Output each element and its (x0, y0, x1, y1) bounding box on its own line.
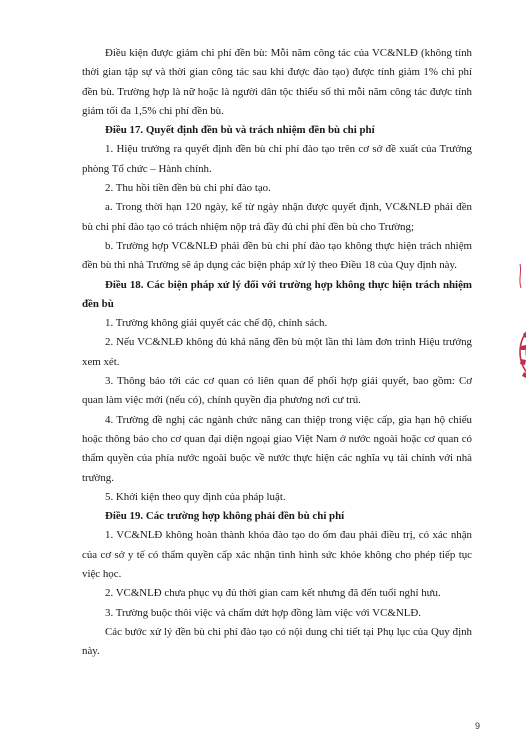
article-17-heading: Điều 17. Quyết định đền bù và trách nhiệm đền bù chi phí (105, 124, 375, 137)
article-17-item-1: 1. Hiệu trưởng ra quyết định đền bù chi phí đào tạo trên cơ sở đề xuất của Trưởng phòng Tổ chức – Hành chính. (82, 143, 472, 175)
document-body (82, 44, 472, 662)
article-18-item-5: 5. Khởi kiện theo quy định của pháp luật. (105, 490, 286, 503)
article-17-item-2: 2. Thu hồi tiền đền bù chi phí đào tạo. (105, 182, 271, 195)
page-number: 9 (474, 721, 480, 731)
article-18-item-1: 1. Trường không giải quyết các chế độ, chính sách. (105, 317, 328, 330)
red-seal-stamp (506, 262, 526, 422)
article-19-item-2: 2. VC&NLĐ chưa phục vụ đủ thời gian cam kết nhưng đã đến tuổi nghỉ hưu. (105, 587, 441, 600)
seal-icon (506, 262, 526, 422)
article-17-item-2a: a. Trong thời hạn 120 ngày, kể từ ngày nhận được quyết định, VC&NLĐ phải đền bù chi phí đào tạo có trách nhiệm nộp trả đầy đủ chi phí đền bù cho Trường; (82, 201, 472, 233)
article-18-heading: Điều 18. Các biện pháp xử lý đối với trường hợp không thực hiện trách nhiệm đền bù (82, 278, 472, 310)
article-18-item-4: 4. Trường đề nghị các ngành chức năng can thiệp trong việc cấp, gia hạn hộ chiếu hoặc thông báo cho cơ quan đại diện ngoại giao Việt Nam ở nước ngoài hoặc cơ quan có thẩm quyền của phía nước ngoài buộc về nước thực hiện các nghĩa vụ tài chính với nhà trường. (82, 413, 472, 484)
article-18-item-3: 3. Thông báo tới các cơ quan có liên quan để phối hợp giải quyết, bao gồm: Cơ quan làm việc mới (nếu có), chính quyền địa phương nơi cư trú. (82, 375, 472, 407)
paragraph-reduction-conditions: Điều kiện được giảm chi phí đền bù: Mỗi năm công tác của VC&NLĐ (không tính thời gian tập sự và thời gian công tác sau khi được đào tạo) được tính giảm 1% chi phí đền bù. Trường hợp là nữ hoặc là người dân tộc thiểu số thì mỗi năm công tác được tính giảm tối đa 1,5% chi phí đền bù. (82, 47, 472, 117)
article-19-heading: Điều 19. Các trường hợp không phải đền bù chi phí (105, 510, 345, 523)
closing-note: Các bước xử lý đền bù chi phí đào tạo có nội dung chi tiết tại Phụ lục của Quy định này. (82, 625, 472, 658)
article-19-item-3: 3. Trường buộc thôi việc và chấm dứt hợp đồng làm việc với VC&NLĐ. (105, 606, 421, 619)
article-19-item-1: 1. VC&NLĐ không hoàn thành khóa đào tạo do ốm đau phải điều trị, có xác nhận của cơ sở y tế có thẩm quyền cấp xác nhận tình hình sức khỏe không cho phép tiếp tục việc học. (82, 529, 472, 581)
article-17-item-2b: b. Trường hợp VC&NLĐ phải đền bù chi phí đào tạo không thực hiện trách nhiệm đền bù thì nhà Trường sẽ áp dụng các biện pháp xử lý theo Điều 18 của Quy định này. (82, 239, 472, 272)
article-18-item-2: 2. Nếu VC&NLĐ không đủ khả năng đền bù một lần thì làm đơn trình Hiệu trưởng xem xét. (82, 336, 472, 368)
